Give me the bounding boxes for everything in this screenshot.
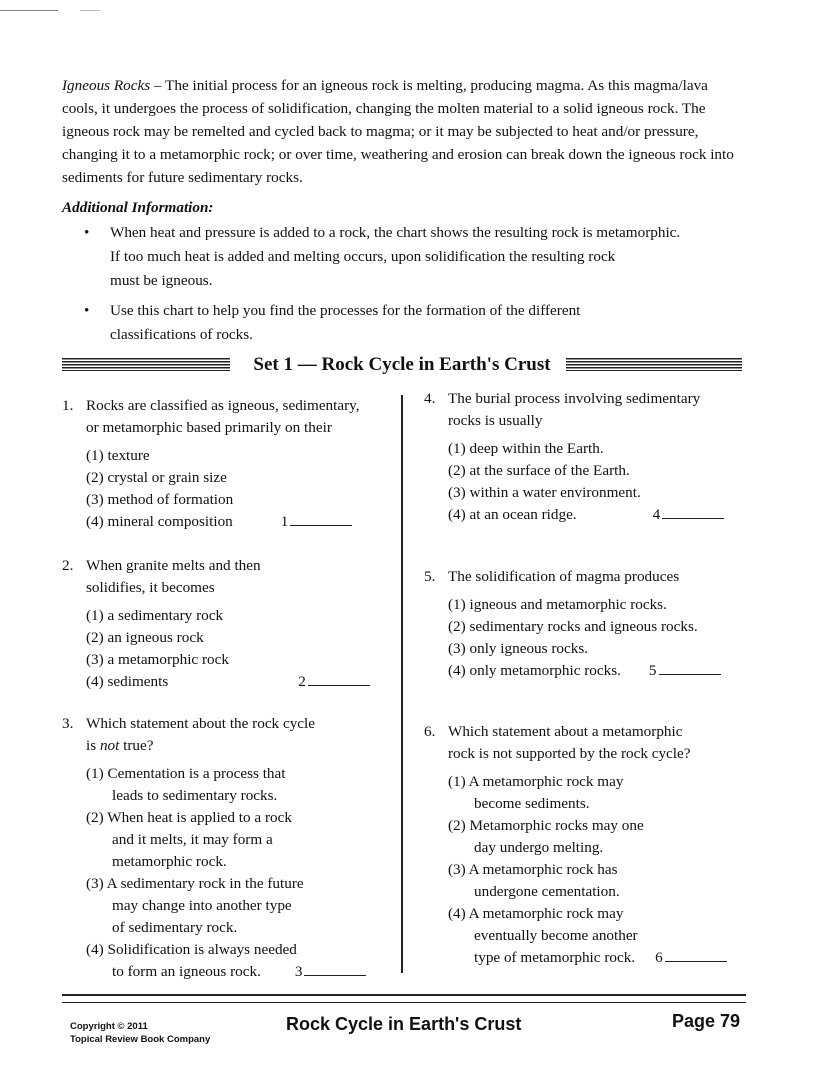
question-3	[62, 713, 392, 983]
stem-line: Rocks are classified as igneous, sedimentary,	[86, 397, 360, 414]
option-2: (2) crystal or grain size	[86, 469, 227, 486]
question-stem	[424, 566, 744, 588]
question-number: 4.	[424, 390, 436, 407]
answer-blank[interactable]	[304, 961, 366, 976]
question-number: 1.	[62, 397, 74, 414]
answer-number: 6	[655, 949, 663, 966]
option-3: (3) A sedimentary rock in the future	[86, 875, 304, 892]
bullet-item-heat-pressure	[84, 221, 734, 293]
question-options	[424, 594, 744, 682]
option-4: (4) at an ocean ridge. 4	[448, 504, 744, 526]
answer-number: 3	[294, 963, 303, 980]
option-3: (3) a metamorphic rock	[86, 651, 229, 668]
answer-number: 2	[298, 673, 306, 690]
option-1: (1) A metamorphic rock may	[448, 773, 624, 790]
answer-number: 4	[652, 506, 661, 523]
question-stem	[424, 721, 754, 765]
option-4: (4) Solidification is always needed	[86, 941, 297, 958]
bullet-item-chart-use	[84, 299, 734, 347]
set-header	[62, 351, 742, 379]
question-5	[424, 566, 744, 682]
question-stem	[62, 395, 382, 439]
answer-blank[interactable]	[665, 947, 727, 962]
question-4	[424, 388, 744, 526]
option-3: (3) within a water environment.	[448, 484, 641, 501]
question-2	[62, 555, 382, 693]
answer-blank[interactable]	[659, 660, 721, 675]
footer-rule	[62, 994, 746, 1003]
option-4-cont: eventually become another	[474, 927, 638, 944]
option-2: (2) When heat is applied to a rock	[86, 809, 292, 826]
option-1-cont: leads to sedimentary rocks.	[112, 787, 278, 804]
option-2-cont: day undergo melting.	[474, 839, 604, 856]
option-1: (1) Cementation is a process that	[86, 765, 286, 782]
option-4-cont: type of metamorphic rock. 6	[448, 947, 754, 969]
option-2-cont: and it melts, it may form a	[112, 831, 273, 848]
answer-blank[interactable]	[290, 511, 352, 526]
question-6	[424, 721, 754, 969]
bullet-line: classifications of rocks.	[110, 326, 253, 343]
option-2: (2) Metamorphic rocks may one	[448, 817, 644, 834]
option-4-cont: to form an igneous rock. 3	[86, 961, 392, 983]
stem-line: is not true?	[86, 737, 154, 754]
question-number: 3.	[62, 715, 74, 732]
option-3: (3) only igneous rocks.	[448, 640, 589, 657]
answer-blank[interactable]	[662, 504, 724, 519]
answer-blank[interactable]	[308, 671, 370, 686]
scan-artifact-line	[0, 10, 58, 11]
scan-artifact-dash	[80, 10, 100, 11]
publisher-text: Topical Review Book Company	[70, 1034, 211, 1045]
additional-info-heading: Additional Information:	[62, 199, 214, 216]
stem-line: The burial process involving sedimentary	[448, 390, 701, 407]
question-stem	[424, 388, 744, 432]
stem-line: When granite melts and then	[86, 557, 261, 574]
option-3-cont: of sedimentary rock.	[112, 919, 238, 936]
option-3-cont: undergone cementation.	[474, 883, 620, 900]
stem-line: or metamorphic based primarily on their	[86, 419, 332, 436]
intro-lead: Igneous Rocks	[62, 77, 151, 94]
option-1: (1) a sedimentary rock	[86, 607, 224, 624]
option-4: (4) mineral composition 1	[86, 511, 382, 533]
question-stem	[62, 713, 392, 757]
bullet-line: must be igneous.	[110, 272, 213, 289]
option-4: (4) only metamorphic rocks. 5	[448, 660, 744, 682]
option-4: (4) sediments 2	[86, 671, 382, 693]
stem-line: Which statement about the rock cycle	[86, 715, 315, 732]
answer-number: 1	[280, 513, 289, 530]
option-4: (4) A metamorphic rock may	[448, 905, 624, 922]
bullet-icon: •	[84, 224, 90, 241]
footer-title: Rock Cycle in Earth's Crust	[286, 1014, 522, 1034]
question-options	[424, 438, 744, 526]
option-1: (1) igneous and metamorphic rocks.	[448, 596, 667, 613]
question-number: 6.	[424, 723, 436, 740]
option-2: (2) an igneous rock	[86, 629, 204, 646]
copyright-block	[70, 1020, 210, 1046]
question-1	[62, 395, 382, 533]
additional-info-list	[84, 221, 734, 353]
option-1-cont: become sediments.	[474, 795, 590, 812]
question-number: 5.	[424, 568, 436, 585]
question-options	[424, 771, 754, 969]
question-stem	[62, 555, 382, 599]
option-1: (1) texture	[86, 447, 150, 464]
copyright-text: Copyright © 2011	[70, 1021, 148, 1032]
option-3: (3) A metamorphic rock has	[448, 861, 618, 878]
question-number: 2.	[62, 557, 74, 574]
set-title: Set 1 — Rock Cycle in Earth's Crust	[62, 351, 742, 379]
option-1: (1) deep within the Earth.	[448, 440, 604, 457]
bullet-line: Use this chart to help you find the processes for the formation of the different	[110, 302, 581, 319]
option-3-cont: may change into another type	[112, 897, 292, 914]
page-number: Page 79	[672, 1011, 741, 1031]
intro-text: – The initial process for an igneous rock is melting, producing magma. As this magma/lava cools, it undergoes the process of solidification, changing the molten material to a solid igneous rock. The igneous rock may be remelted and cycled back to magma; or it may be subjected to heat and/or pressure, changing it to a metamorphic rock; or over time, weathering and erosion can break down the igneous rock into sediments for future sedimentary rocks.	[62, 77, 734, 186]
bullet-line: When heat and pressure is added to a rock, the chart shows the resulting rock is metamorphic.	[110, 224, 681, 241]
question-options	[62, 605, 382, 693]
column-divider	[401, 395, 403, 973]
bullet-line: If too much heat is added and melting occurs, upon solidification the resulting rock	[110, 248, 616, 265]
option-2-cont: metamorphic rock.	[112, 853, 227, 870]
option-3: (3) method of formation	[86, 491, 234, 508]
stem-line: rock is not supported by the rock cycle?	[448, 745, 691, 762]
stem-line: solidifies, it becomes	[86, 579, 215, 596]
stem-line: The solidification of magma produces	[448, 568, 680, 585]
option-2: (2) sedimentary rocks and igneous rocks.	[448, 618, 698, 635]
intro-paragraph	[62, 74, 740, 189]
option-2: (2) at the surface of the Earth.	[448, 462, 630, 479]
stem-line: Which statement about a metamorphic	[448, 723, 683, 740]
question-options	[62, 763, 392, 983]
bullet-icon: •	[84, 302, 90, 319]
answer-number: 5	[648, 662, 657, 679]
stem-line: rocks is usually	[448, 412, 543, 429]
question-options	[62, 445, 382, 533]
